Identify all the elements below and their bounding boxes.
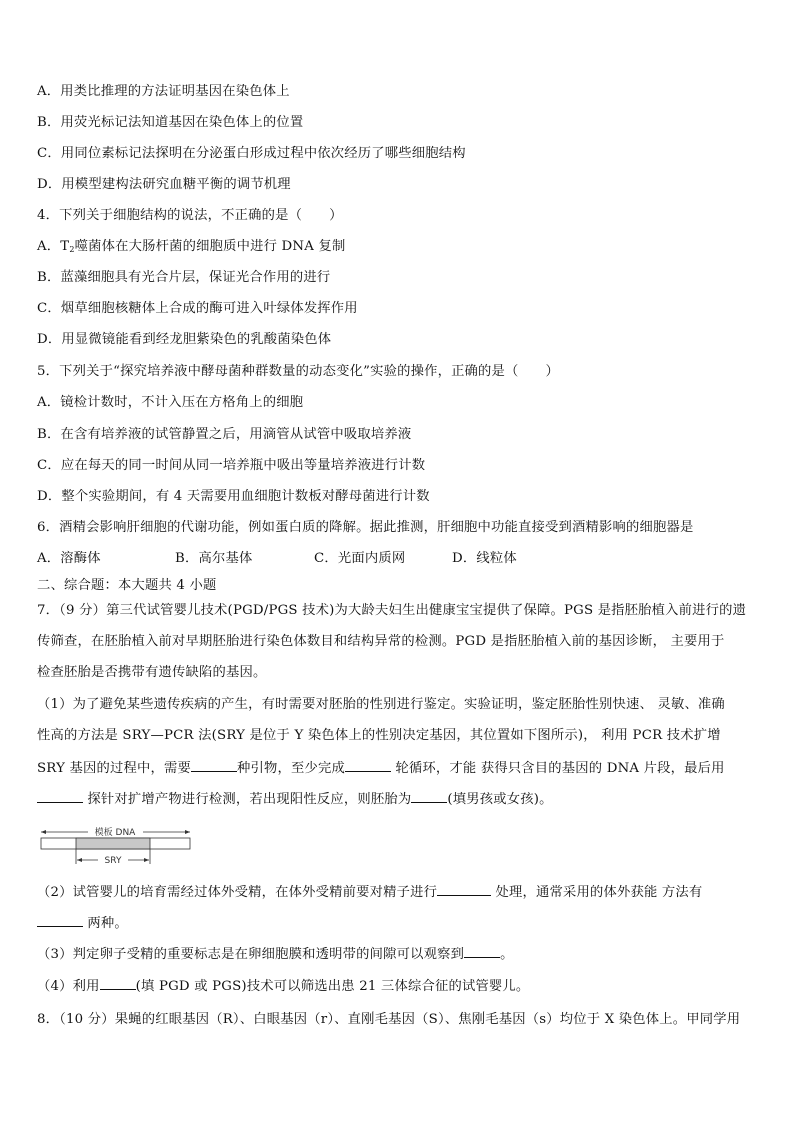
answer-blank[interactable]: [411, 788, 447, 803]
q7-part3: [37, 943, 766, 965]
q6-option-c: C．光面内质网: [314, 551, 406, 566]
q7-part1-line-4: [37, 788, 766, 810]
q7-part1-text-c: 轮循环，才能 获得只含目的基因的 DNA 片段，最后用: [390, 761, 725, 776]
diagram-label-sry: SRY: [104, 856, 122, 866]
q6-stem: 6．酒精会影响肝细胞的代谢功能，例如蛋白质的降解。据此推测，肝细胞中功能直接受到酒精影响的细胞器是: [37, 520, 694, 535]
q7-part2-line-1: [37, 881, 766, 903]
q6-options: [37, 549, 766, 569]
q7-part4: [37, 975, 766, 997]
q3-option-d: D．用模型建构法研究血糖平衡的调节机理: [37, 177, 291, 192]
q7-part1-text-d: 探针对扩增产物进行检测，若出现阳性反应，则胚胎为: [83, 792, 412, 807]
q7-part4-text-b: (填 PGD 或 PGS)技术可以筛选出患 21 三体综合征的试管婴儿。: [135, 979, 530, 994]
section-heading: 二、综合题：本大题共 4 小题: [37, 578, 217, 593]
q8-line-1: 8．（10 分）果蝇的红眼基因（R）、白眼基因（r）、直刚毛基因（S）、焦刚毛基因（s）均位于 X 染色体上。甲同学用: [37, 1012, 741, 1027]
q4-stem: 4．下列关于细胞结构的说法，不正确的是（ ）: [37, 208, 343, 223]
q4-option-d: D．用显微镜能看到经龙胆紫染色的乳酸菌染色体: [37, 332, 332, 347]
q4-option-a: [37, 237, 766, 260]
q5-option-c: C．应在每天的同一时间从同一培养瓶中吸出等量培养液进行计数: [37, 458, 426, 473]
sry-region: [76, 838, 150, 849]
q7-part2-text-c: 两种。: [83, 916, 128, 931]
q6-option-a: A．溶酶体: [37, 551, 101, 566]
q7-part3-text-a: （3）判定卵子受精的重要标志是在卵细胞膜和透明带的间隙可以观察到: [37, 947, 465, 962]
q5-option-b: B．在含有培养液的试管静置之后，用滴管从试管中吸取培养液: [37, 427, 412, 442]
q7-part1-line-2: 性高的方法是 SRY—PCR 法(SRY 是位于 Y 染色体上的性别决定基因，其位置如下图所示)， 利用 PCR 技术扩增: [37, 728, 721, 743]
q7-line-3: 检查胚胎是否携带有遗传缺陷的基因。: [37, 665, 267, 680]
q7-part3-text-b: 。: [500, 947, 514, 962]
q6-option-b: B．高尔基体: [175, 551, 253, 566]
q7-line-2: 传筛查，在胚胎植入前对早期胚胎进行染色体数目和结构异常的检测。PGD 是指胚胎植入前的基因诊断， 主要用于: [37, 634, 725, 649]
q4-option-b: B．蓝藻细胞具有光合片层，保证光合作用的进行: [37, 270, 331, 285]
q7-part1-text-a: SRY 基因的过程中，需要: [37, 761, 191, 776]
answer-blank[interactable]: [37, 788, 83, 803]
q7-part1-text-e: (填男孩或女孩)。: [447, 792, 553, 807]
sry-diagram: [40, 824, 195, 868]
q4-a-prefix: A．T: [37, 239, 70, 254]
q3-option-c: C．用同位素标记法探明在分泌蛋白形成过程中依次经历了哪些细胞结构: [37, 146, 466, 161]
q4-a-text: 噬菌体在大肠杆菌的细胞质中进行 DNA 复制: [74, 239, 346, 254]
q7-part1-line-1: （1）为了避免某些遗传疾病的产生，有时需要对胚胎的性别进行鉴定。实验证明，鉴定胚胎性别快速、 灵敏、准确: [37, 697, 725, 712]
q3-option-b: B．用荧光标记法知道基因在染色体上的位置: [37, 115, 304, 130]
answer-blank[interactable]: [464, 943, 500, 958]
q5-option-d: D．整个实验期间，有 4 天需要用血细胞计数板对酵母菌进行计数: [37, 489, 430, 504]
q7-part2-text-b: 处理，通常采用的体外获能 方法有: [491, 885, 703, 900]
answer-blank[interactable]: [37, 912, 83, 927]
answer-blank[interactable]: [100, 975, 136, 990]
answer-blank[interactable]: [345, 757, 391, 772]
q7-part1-line-3: [37, 757, 766, 779]
q7-part2-line-2: [37, 912, 766, 934]
q7-line-1: 7．（9 分）第三代试管婴儿技术(PGD/PGS 技术)为大龄夫妇生出健康宝宝提供了保障。PGS 是指胚胎植入前进行的遗: [37, 603, 747, 618]
q7-part2-text-a: （2）试管婴儿的培育需经过体外受精，在体外受精前要对精子进行: [37, 885, 438, 900]
answer-blank[interactable]: [191, 757, 237, 772]
q7-part4-text-a: （4）利用: [37, 979, 100, 994]
answer-blank[interactable]: [437, 881, 491, 896]
q4-option-c: C．烟草细胞核糖体上合成的酶可进入叶绿体发挥作用: [37, 301, 358, 316]
q7-part1-text-b: 种引物，至少完成: [237, 761, 345, 776]
q3-option-a: A．用类比推理的方法证明基因在染色体上: [37, 84, 290, 99]
q5-option-a: A．镜检计数时，不计入压在方格角上的细胞: [37, 395, 304, 410]
q4-a-subscript: 2: [69, 245, 75, 254]
diagram-label-template-dna: 模板 DNA: [94, 828, 136, 838]
q6-option-d: D．线粒体: [452, 551, 517, 566]
q5-stem: 5．下列关于“探究培养液中酵母菌种群数量的动态变化”实验的操作，正确的是（ ）: [37, 364, 560, 379]
